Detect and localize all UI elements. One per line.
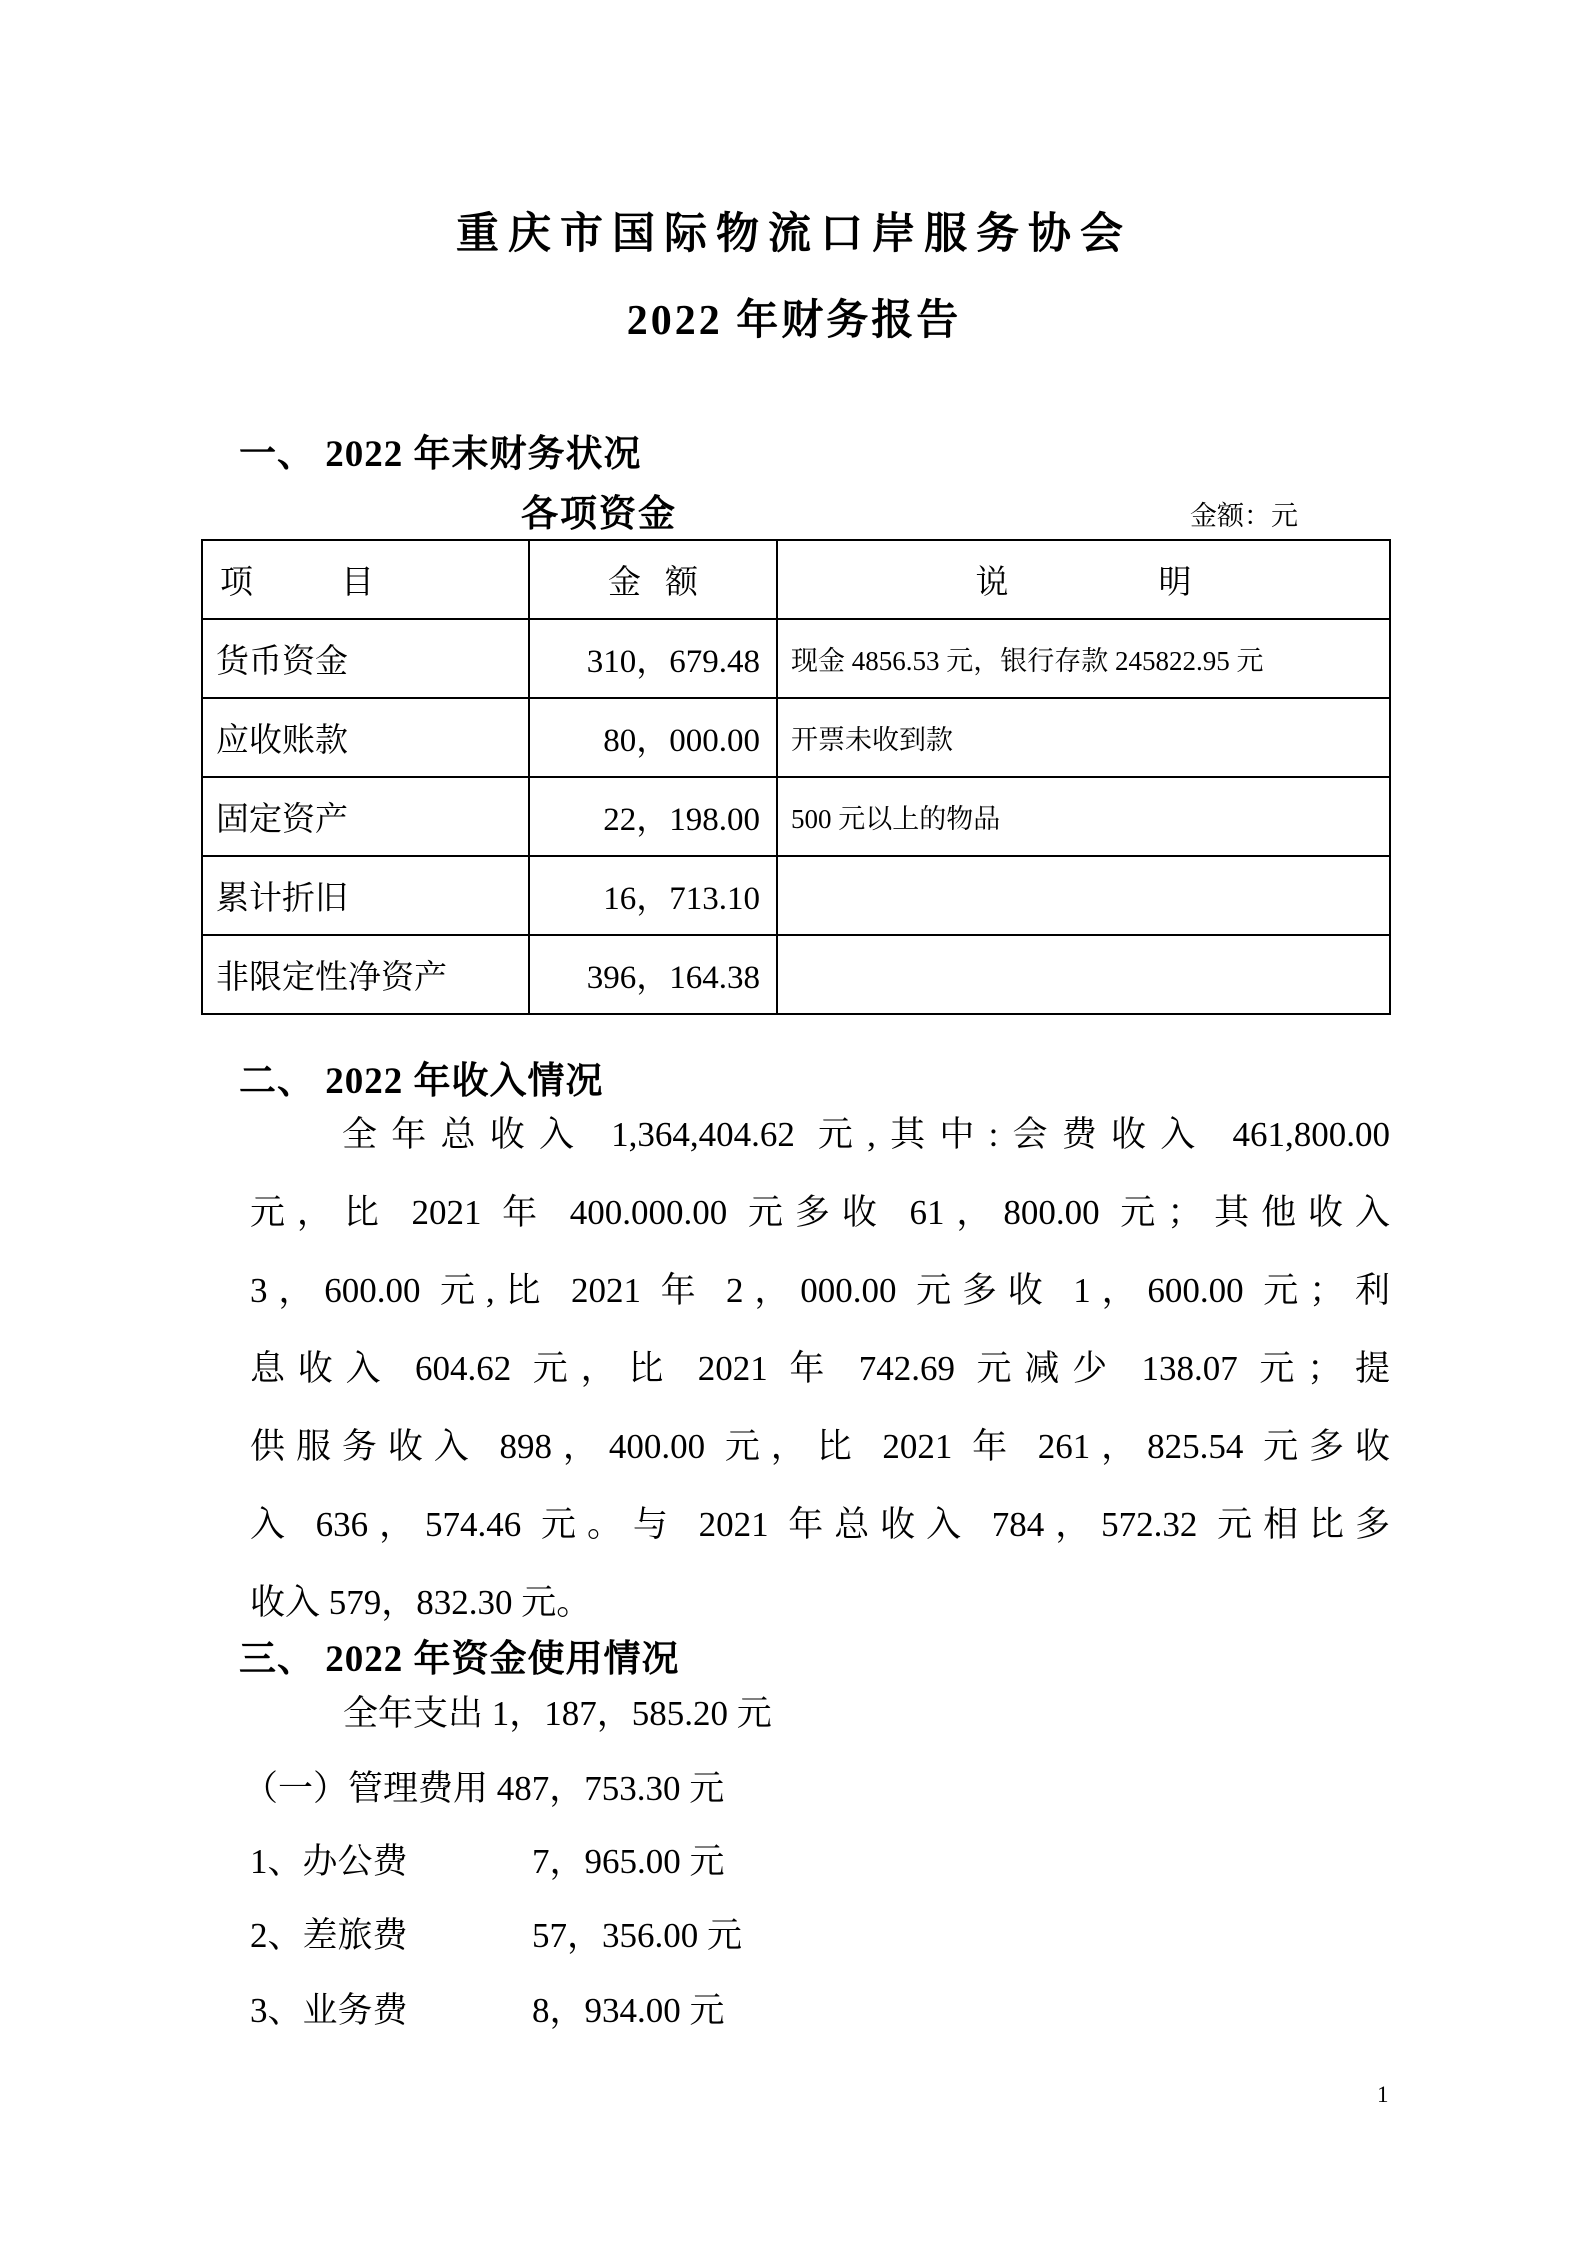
header-item-char2: 目 (341, 565, 374, 601)
income-paragraph (250, 1096, 1390, 1642)
funds-table (201, 539, 1391, 1015)
row-amount: 80，000.00 (529, 698, 777, 777)
expense-item (250, 1983, 725, 2033)
row-note: 500 元以上的物品 (777, 777, 1390, 856)
header-amount (529, 540, 777, 619)
expense-item (250, 1908, 742, 1958)
row-item: 固定资产 (202, 777, 529, 856)
paragraph-line: 元，比 2021 年 400.000.00 元多收 61，800.00 元；其他收入 (250, 1193, 1390, 1232)
table-header-row (202, 540, 1390, 619)
expense-amount: 57，356.00 元 (532, 1916, 743, 1955)
section-2-heading: 二、 2022 年收入情况 (239, 1061, 604, 1102)
paragraph-line: 全年总收入 1,364,404.62 元,其中:会费收入 461,800.00 (342, 1115, 1390, 1154)
funds-table-caption: 各项资金 (521, 494, 677, 535)
header-note (777, 540, 1390, 619)
row-amount: 16，713.10 (529, 856, 777, 935)
table-row (202, 935, 1390, 1014)
document-subtitle: 2022 年财务报告 (626, 298, 962, 344)
row-item: 累计折旧 (202, 856, 529, 935)
row-item: 非限定性净资产 (202, 935, 529, 1014)
header-item-char1: 项 (220, 565, 253, 601)
paragraph-line: 供服务收入 898，400.00 元，比 2021 年 261，825.54 元多收 (250, 1427, 1390, 1466)
row-amount: 396，164.38 (529, 935, 777, 1014)
header-amount-char1: 金 (608, 565, 641, 601)
expense-label: 2、差旅费 (250, 1916, 408, 1955)
management-expense-subtotal: （一）管理费用 487，753.30 元 (243, 1769, 725, 1808)
row-note: 现金 4856.53 元，银行存款 245822.95 元 (777, 619, 1390, 698)
unit-note: 金额：元 (1190, 501, 1298, 531)
row-item: 应收账款 (202, 698, 529, 777)
row-note (777, 856, 1390, 935)
header-note-char2: 明 (1158, 565, 1192, 601)
paragraph-line: 3，600.00 元,比 2021 年 2，000.00 元多收 1，600.00 元；利 (250, 1271, 1390, 1310)
expense-label: 1、办公费 (250, 1842, 408, 1881)
header-amount-char2: 额 (665, 565, 698, 601)
header-note-char1: 说 (975, 565, 1009, 601)
table-row (202, 698, 1390, 777)
paragraph-line: 入 636，574.46 元。与 2021 年总收入 784，572.32 元相比多 (250, 1505, 1390, 1544)
row-note (777, 935, 1390, 1014)
page-number: 1 (1377, 2082, 1389, 2107)
section-3-heading: 三、 2022 年资金使用情况 (239, 1639, 680, 1680)
section-1-heading: 一、 2022 年末财务状况 (239, 434, 642, 475)
document-title: 重庆市国际物流口岸服务协会 (456, 211, 1132, 258)
expense-amount: 8，934.00 元 (532, 1991, 725, 2030)
row-item: 货币资金 (202, 619, 529, 698)
paragraph-line: 息收入 604.62 元，比 2021 年 742.69 元减少 138.07 元；提 (250, 1349, 1390, 1388)
row-amount: 22，198.00 (529, 777, 777, 856)
paragraph-line: 收入 579，832.30 元。 (250, 1583, 592, 1622)
expense-amount: 7，965.00 元 (532, 1842, 725, 1881)
table-row (202, 777, 1390, 856)
row-amount: 310，679.48 (529, 619, 777, 698)
annual-spend-total: 全年支出 1，187，585.20 元 (343, 1694, 772, 1733)
table-row (202, 856, 1390, 935)
table-row (202, 619, 1390, 698)
row-note: 开票未收到款 (777, 698, 1390, 777)
expense-label: 3、业务费 (250, 1991, 408, 2030)
expense-item (250, 1834, 725, 1884)
header-item (202, 540, 529, 619)
